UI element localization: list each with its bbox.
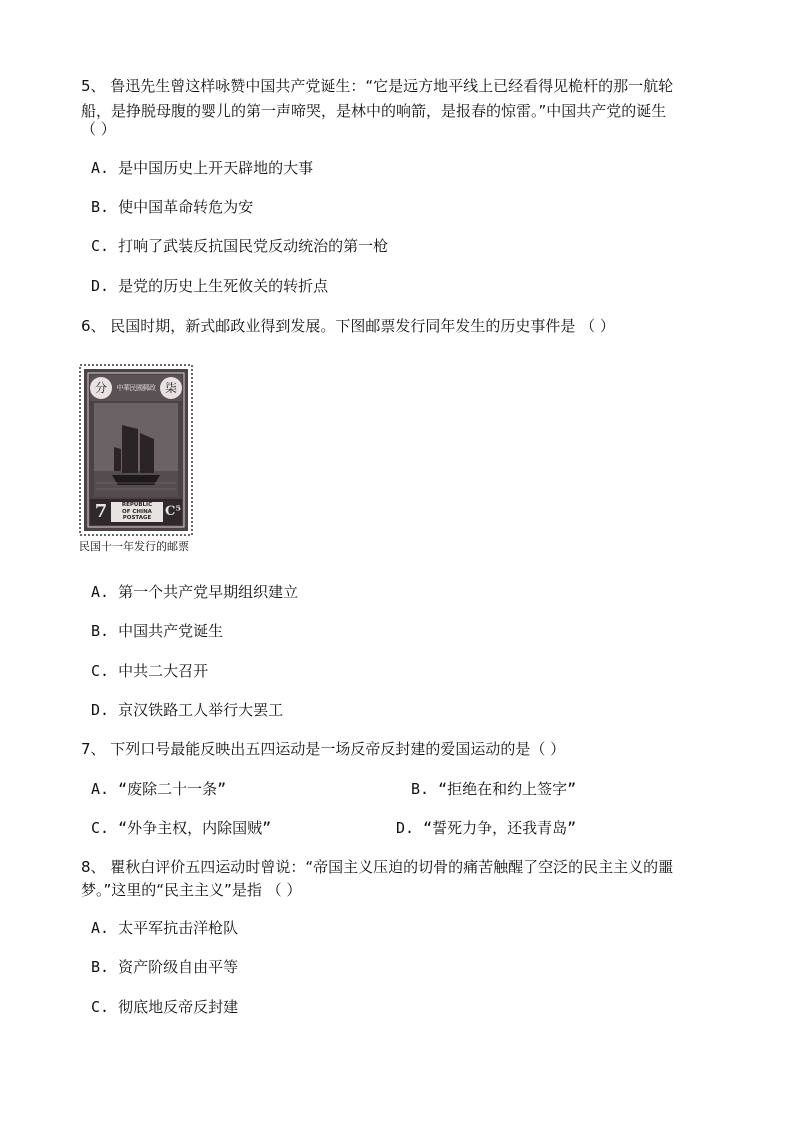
stamp-top-text: 中華民國郵政 bbox=[116, 384, 156, 392]
stamp-center-line2: OF CHINA bbox=[122, 508, 152, 515]
q6-stem: 6、 民国时期，新式邮政业得到发展。下图邮票发行同年发生的历史事件是 （ ） bbox=[81, 317, 615, 335]
stamp-left-char: 分 bbox=[94, 381, 107, 395]
q8-stem-line2: 梦。”这里的“民主主义”是指 （ ） bbox=[81, 881, 302, 899]
q7-stem: 7、 下列口号最能反映出五四运动是一场反帝反封建的爱国运动的是（ ） bbox=[81, 740, 566, 758]
q7-option-d: D. “誓死力争，还我青岛” bbox=[396, 819, 577, 837]
q5-option-c: C. 打响了武装反抗国民党反动统治的第一枪 bbox=[91, 237, 389, 255]
q8-option-a: A. 太平军抗击洋枪队 bbox=[91, 919, 239, 937]
q6-option-a: A. 第一个共产党早期组织建立 bbox=[91, 583, 299, 601]
q5-option-d: D. 是党的历史上生死攸关的转折点 bbox=[91, 277, 329, 295]
q7-option-b: B. “拒绝在和约上签字” bbox=[411, 780, 577, 798]
q6-option-d: D. 京汉铁路工人举行大罢工 bbox=[91, 701, 284, 719]
q5-stem-line2: 船，是挣脱母腹的婴儿的第一声啼哭，是林中的响箭，是报春的惊雷。”中国共产党的诞生 bbox=[81, 102, 667, 120]
q6-option-c: C. 中共二大召开 bbox=[91, 662, 209, 680]
stamp-caption: 民国十一年发行的邮票 bbox=[79, 540, 189, 553]
stamp-denomination-left: 7 bbox=[94, 501, 108, 522]
stamp-right-char: 柒 bbox=[164, 381, 177, 395]
q7-option-c: C. “外争主权，内除国贼” bbox=[91, 819, 272, 837]
q7-option-a: A. “废除二十一条” bbox=[91, 780, 227, 798]
q5-stem-line3: （ ） bbox=[81, 120, 116, 138]
q5-stem-line1: 5、 鲁迅先生曾这样咏赞中国共产党诞生：“它是远方地平线上已经看得见桅杆的那一航轮 bbox=[81, 77, 674, 95]
q6-option-b: B. 中国共产党诞生 bbox=[91, 622, 224, 640]
q8-option-b: B. 资产阶级自由平等 bbox=[91, 958, 239, 976]
stamp-figure bbox=[78, 363, 194, 537]
q5-option-a: A. 是中国历史上开天辟地的大事 bbox=[91, 159, 314, 177]
q8-option-c: C. 彻底地反帝反封建 bbox=[91, 998, 239, 1016]
stamp-center-line3: POSTAGE bbox=[122, 515, 152, 521]
q5-option-b: B. 使中国革命转危为安 bbox=[91, 198, 254, 216]
stamp-center-line1: REPUBLIC bbox=[121, 502, 153, 508]
stamp-denomination-right: C⁵ bbox=[164, 504, 182, 519]
q8-stem-line1: 8、 瞿秋白评价五四运动时曾说：“帝国主义压迫的切骨的痛苦触醒了空泛的民主主义的噩 bbox=[81, 858, 674, 876]
